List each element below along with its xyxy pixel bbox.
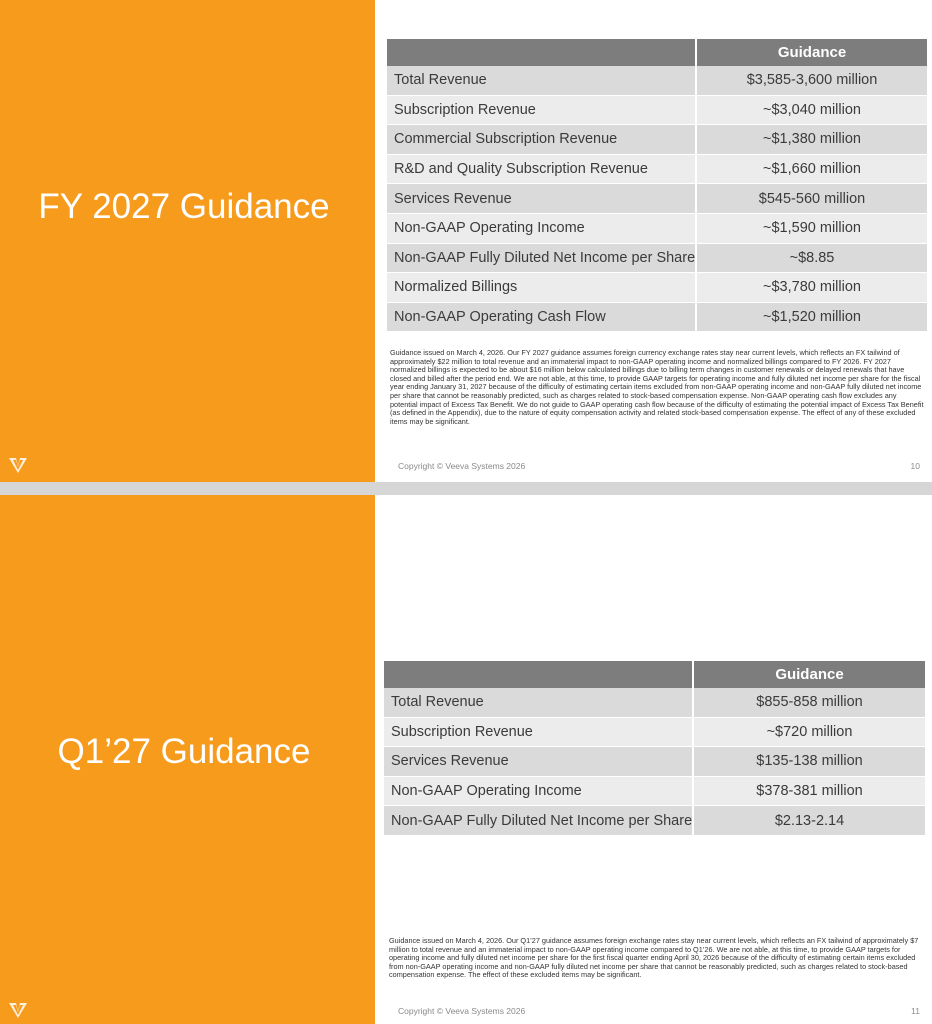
table-row [387, 95, 927, 125]
row-label: Total Revenue [387, 66, 695, 95]
row-value: ~$3,040 million [695, 95, 927, 125]
table-row [387, 243, 927, 273]
row-value: $2.13-2.14 [692, 805, 925, 835]
page-number: 10 [910, 461, 920, 471]
slide-title: FY 2027 Guidance [38, 187, 330, 226]
veeva-logo-icon [8, 1000, 28, 1020]
table-row [387, 183, 927, 213]
page-number: 11 [911, 1006, 920, 1016]
row-value: ~$8.85 [695, 243, 927, 273]
guidance-table [387, 39, 927, 331]
footnote: Guidance issued on March 4, 2026. Our Q1’27 guidance assumes foreign exchange rates stay near current levels, which reflects an FX tailwind of approximately $7 million to total revenue and an immaterial impact to non-GAAP operating income compared to Q1’26. We are not able, at this time, to provide GAAP targets for operating income and fully diluted net income per share for the first fiscal quarter ending April 30, 2026 because of the difficulty of estimating certain items excluded from non-GAAP operating income and non-GAAP fully diluted net income per share that cannot be reasonably predicted, such as charges related to stock-based compensation expense. The effect of these excluded items may be significant. [389, 936, 919, 980]
slide-title: Q1’27 Guidance [57, 732, 311, 771]
row-label: Non-GAAP Operating Income [384, 776, 692, 806]
row-label: Non-GAAP Fully Diluted Net Income per Share [384, 805, 692, 835]
table-row [387, 124, 927, 154]
footnote: Guidance issued on March 4, 2026. Our FY 2027 guidance assumes foreign currency exchange rates stay near current levels, which reflects an FX tailwind of approximately $22 million to total revenue and an immaterial impact to non-GAAP operating income and normalized billings compared to FY 2026. FY 2027 normalized billings is expected to be about $16 million below calculated billings due to billing term changes in customer renewals or delayed renewals that have closed and billed after the period end. We are not able, at this time, to provide GAAP targets for operating income and fully diluted net income per share for the fiscal year ending January 31, 2027 because of the difficulty of estimating certain items excluded from non-GAAP operating income and non-GAAP fully diluted net income per share that cannot be reasonably predicted, such as charges related to stock-based compensation expense. Non-GAAP operating cash flow excludes any potential impact of Excess Tax Benefit. We do not guide to GAAP operating cash flow because of the difficulty of estimating the potential impact of Excess Tax Benefit (as defined in the Appendix), due to the nature of equity compensation activity and related stock-based compensation expense. The effect of any of these excluded items may be significant. [390, 348, 924, 426]
row-value: ~$1,660 million [695, 154, 927, 184]
row-label: Commercial Subscription Revenue [387, 124, 695, 154]
slide-divider [0, 482, 932, 495]
guidance-table [384, 661, 925, 835]
row-label: Services Revenue [384, 746, 692, 776]
table-row [384, 776, 925, 806]
table-row [387, 154, 927, 184]
row-label: R&D and Quality Subscription Revenue [387, 154, 695, 184]
row-label: Non-GAAP Operating Cash Flow [387, 302, 695, 332]
table-row [384, 805, 925, 835]
table-row [384, 746, 925, 776]
row-value: $855-858 million [692, 688, 925, 717]
table-row [387, 302, 927, 332]
table-row [387, 213, 927, 243]
row-value: $378-381 million [692, 776, 925, 806]
row-label: Non-GAAP Fully Diluted Net Income per Share [387, 243, 695, 273]
row-value: ~$1,590 million [695, 213, 927, 243]
table-header-blank [387, 39, 695, 66]
row-value: $3,585-3,600 million [695, 66, 927, 95]
slide-q127-guidance [0, 495, 932, 1024]
veeva-logo-icon [8, 455, 28, 475]
row-label: Total Revenue [384, 688, 692, 717]
row-value: ~$3,780 million [695, 272, 927, 302]
row-value: ~$1,380 million [695, 124, 927, 154]
row-value: ~$720 million [692, 717, 925, 747]
copyright: Copyright © Veeva Systems 2026 [398, 1006, 526, 1016]
slide-title-panel [0, 0, 375, 482]
row-value: $545-560 million [695, 183, 927, 213]
table-header-blank [384, 661, 692, 688]
row-label: Subscription Revenue [387, 95, 695, 125]
table-row [384, 688, 925, 717]
row-label: Subscription Revenue [384, 717, 692, 747]
table-header-guidance: Guidance [692, 661, 925, 688]
table-row [387, 272, 927, 302]
row-label: Non-GAAP Operating Income [387, 213, 695, 243]
table-header-guidance: Guidance [695, 39, 927, 66]
row-value: ~$1,520 million [695, 302, 927, 332]
copyright: Copyright © Veeva Systems 2026 [398, 461, 526, 471]
slide-fy2027-guidance [0, 0, 932, 482]
table-row [384, 717, 925, 747]
row-label: Normalized Billings [387, 272, 695, 302]
row-label: Services Revenue [387, 183, 695, 213]
row-value: $135-138 million [692, 746, 925, 776]
slide-title-panel [0, 495, 375, 1024]
table-row [387, 66, 927, 95]
